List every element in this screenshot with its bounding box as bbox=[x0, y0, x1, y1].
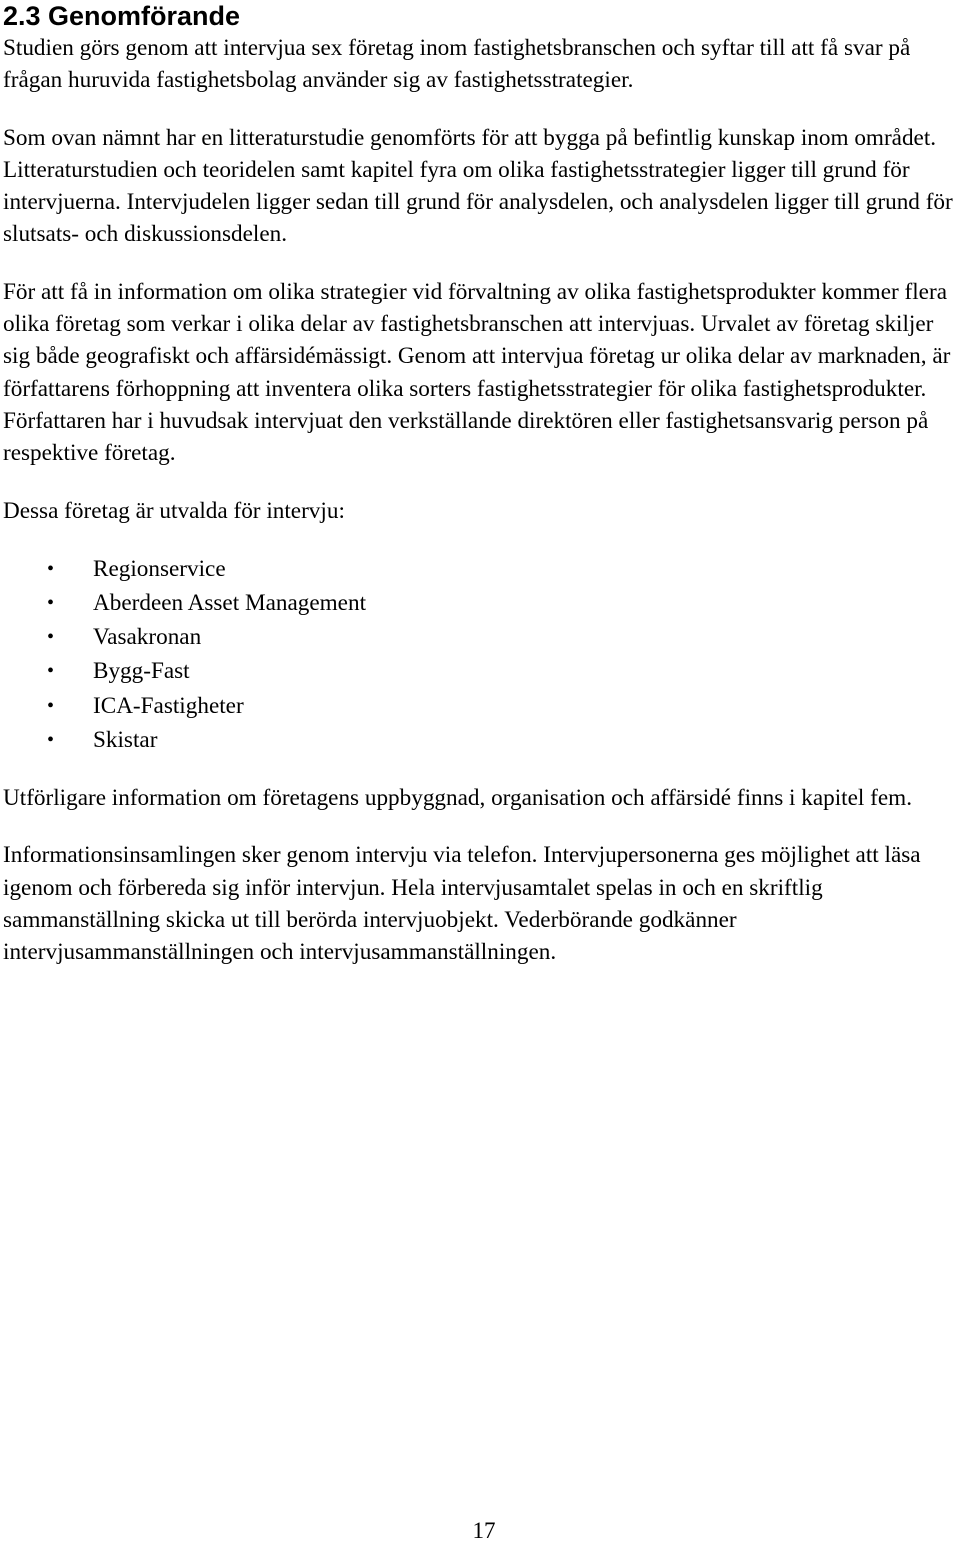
bullet-icon: • bbox=[47, 728, 55, 751]
list-intro-paragraph: Dessa företag är utvalda för intervju: bbox=[3, 497, 345, 524]
list-item bbox=[3, 620, 957, 654]
list-item bbox=[3, 654, 957, 688]
bullet-icon: • bbox=[47, 626, 55, 649]
company-name: Aberdeen Asset Management bbox=[93, 590, 367, 617]
list-item bbox=[3, 552, 957, 586]
company-name: Vasakronan bbox=[93, 624, 202, 651]
bullet-icon: • bbox=[47, 694, 55, 717]
document-page bbox=[3, 0, 957, 969]
list-item bbox=[3, 689, 957, 723]
list-item bbox=[3, 723, 957, 757]
bullet-icon: • bbox=[47, 557, 55, 580]
page-number: 17 bbox=[472, 1518, 496, 1543]
collection-paragraph: Informationsinsamlingen sker genom intervju via telefon. Intervjupersonerna ges möjlighet att läsa igenom och förbereda sig inför intervjun. Hela intervjusamtalet spelas in och en skriftlig sammanställning skicka ut till berörda intervjuobjekt. Vederbörande godkänner intervjusammanställningen och intervjusammanställningen. bbox=[3, 842, 921, 966]
company-name: Regionservice bbox=[93, 555, 226, 582]
company-name: Bygg-Fast bbox=[93, 658, 190, 685]
bullet-icon: • bbox=[47, 660, 55, 683]
list-item bbox=[3, 586, 957, 620]
company-name: Skistar bbox=[93, 726, 158, 753]
method-paragraph: Som ovan nämnt har en litteraturstudie genomförts för att bygga på befintlig kunskap inom området. Litteraturstudien och teoridelen samt kapitel fyra om olika fastighetsstrategier ligger till grund för intervjuerna. Intervjudelen ligger sedan till grund för analysdelen, och analysdelen ligger till grund för slutsats- och diskussionsdelen. bbox=[3, 124, 953, 248]
company-list bbox=[3, 552, 957, 757]
company-name: ICA-Fastigheter bbox=[93, 692, 244, 719]
more-info-paragraph: Utförligare information om företagens uppbyggnad, organisation och affärsidé finns i kapitel fem. bbox=[3, 785, 912, 812]
intro-paragraph: Studien görs genom att intervjua sex företag inom fastighetsbranschen och syftar till att få svar på frågan huruvida fastighetsbolag använder sig av fastighetsstrategier. bbox=[3, 35, 911, 94]
section-heading: 2.3 Genomförande bbox=[3, 1, 241, 31]
bullet-icon: • bbox=[47, 592, 55, 615]
selection-paragraph: För att få in information om olika strategier vid förvaltning av olika fastighetsprodukter kommer flera olika företag som verkar i olika delar av fastighetsbranschen att intervjuas. Urvalet av företag skiljer sig både geografiskt och affärsidémässigt. Genom att intervjua företag ur olika delar av marknaden, är författarens förhoppning att inventera olika sorters fastighetsstrategier för olika fastighetsprodukter. Författaren har i huvudsak intervjuat den verkställande direktören eller fastighetsansvarig person på respektive företag. bbox=[3, 278, 951, 467]
